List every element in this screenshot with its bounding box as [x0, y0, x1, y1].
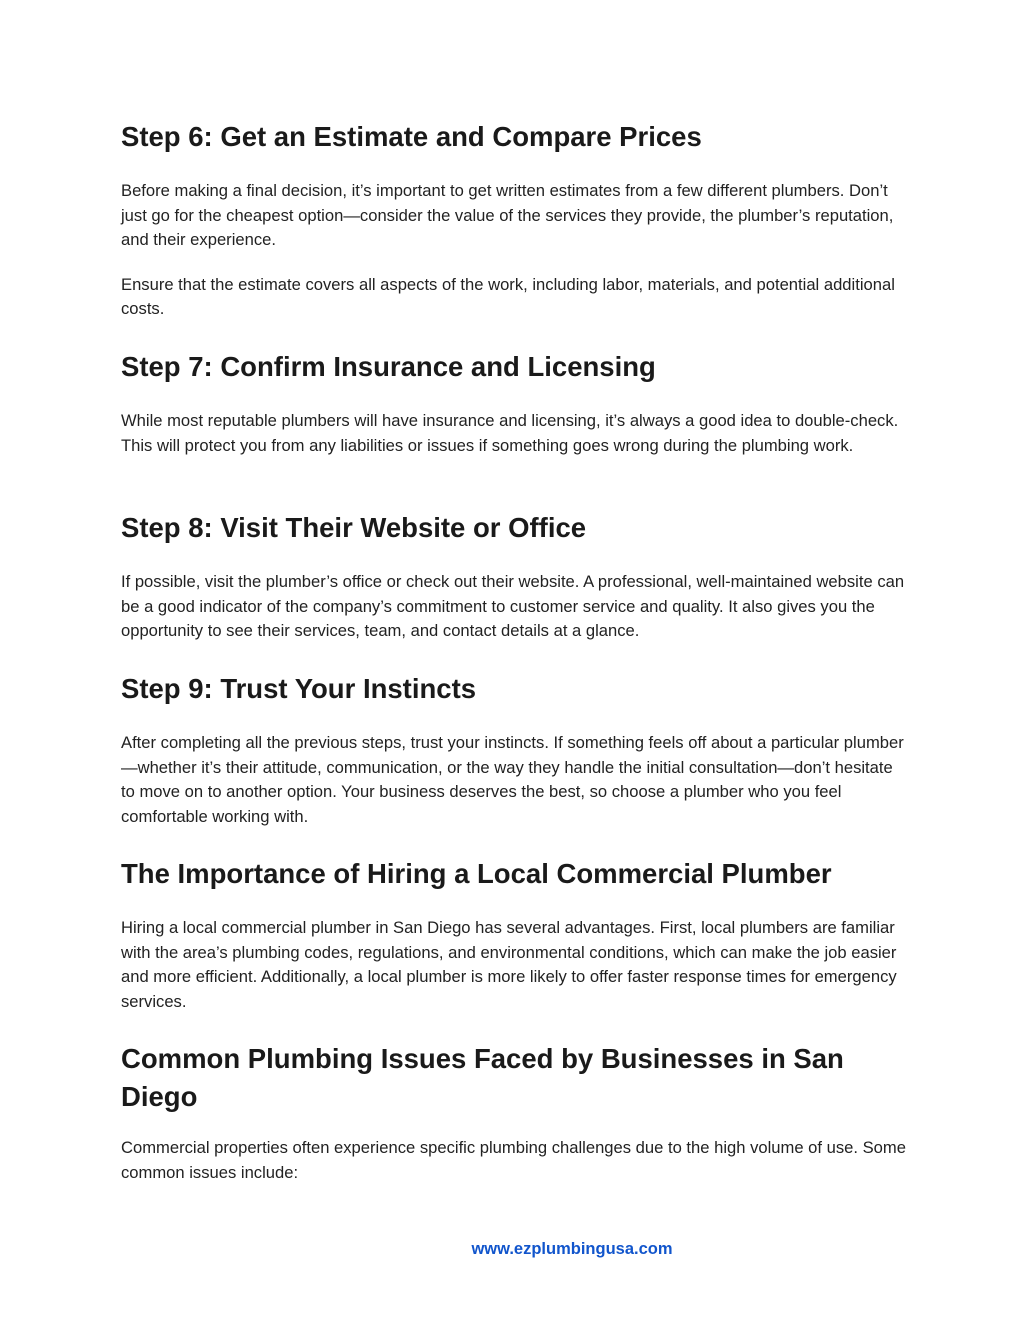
paragraph-step-9: After completing all the previous steps, trust your instincts. If something feels off about a particular plumber—whether it’s their attitude, communication, or the way they handle the initial consultation—don’t hesitate to move on to another option. Your business deserves the best, so choose a plumber who you feel comfortable working with.	[121, 733, 904, 826]
paragraph-step-6-1: Before making a final decision, it’s important to get written estimates from a few different plumbers. Don’t just go for the cheapest option—consider the value of the services they provide, the plumber’s reputation, and their experience.	[121, 181, 894, 250]
footer-website-link[interactable]: www.ezplumbingusa.com	[471, 1240, 673, 1258]
paragraph-common-issues: Commercial properties often experience specific plumbing challenges due to the high volume of use. Some common issues include:	[121, 1138, 906, 1182]
heading-step-9: Step 9: Trust Your Instincts	[121, 673, 477, 704]
heading-common-issues: Common Plumbing Issues Faced by Businesses in San Diego	[121, 1043, 844, 1112]
section-common-issues	[121, 1040, 911, 1185]
heading-step-7: Step 7: Confirm Insurance and Licensing	[121, 351, 656, 382]
section-step-9	[121, 670, 911, 829]
section-step-8	[121, 509, 911, 644]
section-step-7	[121, 348, 911, 458]
section-step-6	[121, 118, 911, 322]
heading-step-8: Step 8: Visit Their Website or Office	[121, 512, 587, 543]
paragraph-step-8: If possible, visit the plumber’s office or check out their website. A professional, well-maintained website can be a good indicator of the company’s commitment to customer service and quality. It also gives you the opportunity to see their services, team, and contact details at a glance.	[121, 572, 905, 641]
paragraph-step-6-2: Ensure that the estimate covers all aspects of the work, including labor, materials, and potential additional costs.	[121, 274, 895, 319]
paragraph-step-7: While most reputable plumbers will have insurance and licensing, it’s always a good idea to double-check. This will protect you from any liabilities or issues if something goes wrong during the plumbing work.	[121, 411, 899, 455]
heading-step-6: Step 6: Get an Estimate and Compare Prices	[121, 121, 702, 152]
heading-local-plumber: The Importance of Hiring a Local Commercial Plumber	[121, 858, 832, 889]
section-local-plumber	[121, 855, 911, 1014]
paragraph-local-plumber: Hiring a local commercial plumber in San Diego has several advantages. First, local plumbers are familiar with the area’s plumbing codes, regulations, and environmental conditions, which can make the job easier and more efficient. Additionally, a local plumber is more likely to offer faster response times for emergency services.	[121, 918, 897, 1011]
